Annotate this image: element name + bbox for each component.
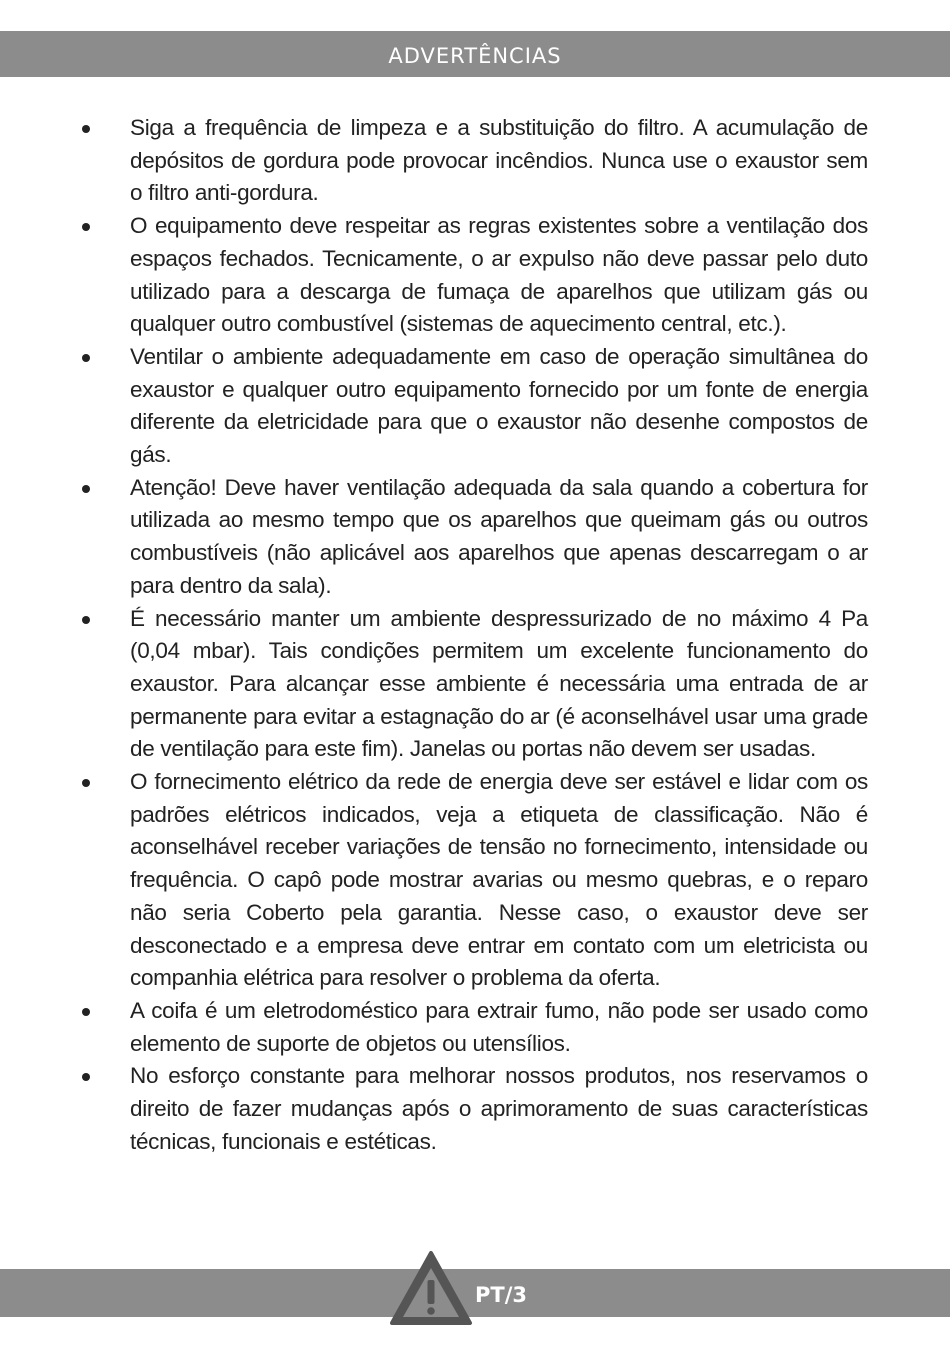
list-item-text: Siga a frequência de limpeza e a substituição do filtro. A acumulação de depósitos de gordura pode provocar incêndios. Nunca use o exaustor sem o filtro anti-gordura. — [130, 115, 868, 206]
list-item-text: É necessário manter um ambiente despressurizado de no máximo 4 Pa (0,04 mbar). Tais condições permitem um excelente funcionamento do exaustor. Para alcançar esse ambiente é necessária uma entrada de ar permanente para evitar a estagnação do ar (é aconselhável usar uma grade de ventilação para este fim). Janelas ou portas não devem ser usadas. — [130, 605, 868, 762]
list-item — [0, 210, 868, 341]
list-item-text: A coifa é um eletrodoméstico para extrair fumo, não pode ser usado como elemento de suporte de objetos ou utensílios. — [130, 997, 868, 1056]
list-item-text: Atenção! Deve haver ventilação adequada da sala quando a cobertura for utilizada ao mesmo tempo que os aparelhos que queimam gás ou outros combustíveis (não aplicável aos aparelhos que apenas descarregam o ar para dentro da sala). — [130, 474, 868, 598]
warnings-list — [0, 112, 950, 1159]
bullet-icon — [82, 125, 90, 133]
list-item — [0, 112, 868, 210]
list-item-text: O fornecimento elétrico da rede de energia deve ser estável e lidar com os padrões elétricos indicados, veja a etiqueta de classificação. Não é aconselhável receber variações de tensão no fornecimento, intensidade ou frequência. O capô pode mostrar avarias ou mesmo quebras, e o reparo não seria Coberto pela garantia. Nesse caso, o exaustor deve ser desconectado e a empresa deve entrar em contato com um eletricista ou companhia elétrica para resolver o problema da oferta. — [130, 769, 868, 991]
list-item — [0, 1060, 868, 1158]
bullet-icon — [82, 779, 90, 787]
bullet-icon — [82, 354, 90, 362]
list-item-text: No esforço constante para melhorar nossos produtos, nos reservamos o direito de fazer mudanças após o aprimoramento de suas características técnicas, funcionais e estéticas. — [130, 1063, 868, 1154]
bullet-icon — [82, 1008, 90, 1016]
list-item — [0, 341, 868, 472]
list-item — [0, 766, 868, 995]
list-item — [0, 603, 868, 767]
list-item — [0, 472, 868, 603]
bullet-icon — [82, 223, 90, 231]
list-item — [0, 995, 868, 1060]
warning-triangle-icon — [389, 1250, 473, 1326]
bullet-icon — [82, 485, 90, 493]
list-item-text: O equipamento deve respeitar as regras existentes sobre a ventilação dos espaços fechados. Tecnicamente, o ar expulso não deve passar pelo duto utilizado para a descarga de fumaça de aparelhos que utilizam gás ou qualquer outro combustível (sistemas de aquecimento central, etc.). — [130, 213, 868, 337]
page-title: ADVERTÊNCIAS — [388, 44, 562, 68]
list-item-text: Ventilar o ambiente adequadamente em caso de operação simultânea do exaustor e qualquer outro equipamento fornecido por um fonte de energia diferente da eletricidade para que o exaustor não desenhe compostos de gás. — [130, 343, 868, 468]
bullet-icon — [82, 1073, 90, 1081]
bullet-icon — [82, 616, 90, 624]
page-number: PT/3 — [475, 1283, 527, 1307]
